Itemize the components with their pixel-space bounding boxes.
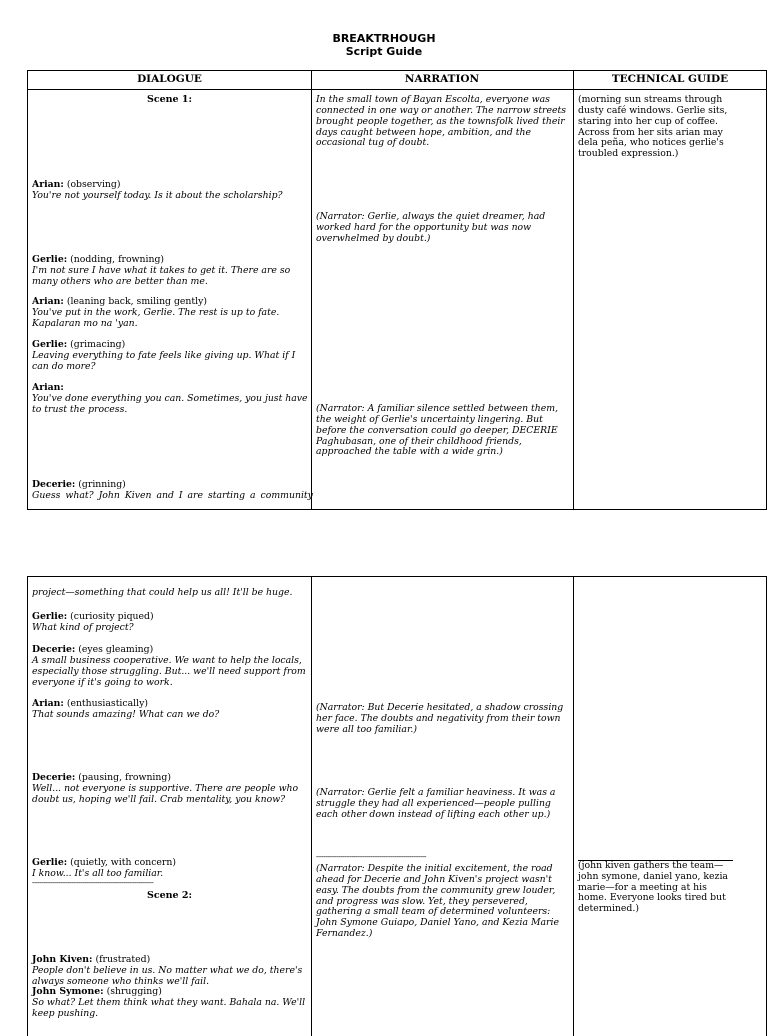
text-line: (Narrator: A familiar silence settled between them, [316,403,559,414]
speaker-name: John Symone: [32,986,104,997]
stage-direction: (grinning) [75,479,126,490]
text-line: home. Everyone looks tired but [578,892,726,903]
speaker-name: Gerlie: [32,339,68,350]
text-line: What kind of project? [32,622,134,633]
stage-direction: (frustrated) [92,954,151,965]
text-line: everyone if it's going to work. [32,677,173,688]
text-line: Well... not everyone is supportive. There are people who [32,783,299,794]
text-line: determined.) [578,903,639,914]
text-line: Paghubasan, one of their childhood friends, [316,436,522,447]
text-line: Kapalaran mo na 'yan. [32,318,138,329]
speaker-name: Arian: [32,296,64,307]
header-technical-guide: TECHNICAL GUIDE [611,73,729,85]
scene-heading: Scene 2: [146,890,193,901]
script-table-page-1 [27,70,767,510]
text-line: always someone who thinks we'll fail. [32,976,210,987]
stage-direction: (enthusiastically) [63,698,148,709]
header-dialogue: DIALOGUE [137,73,202,85]
stage-direction: (curiosity piqued) [67,611,154,622]
text-line: A small business cooperative. We want to help the locals, [32,655,302,666]
stage-direction: (observing) [63,179,121,190]
text-line: You're not yourself today. Is it about the scholarship? [32,190,283,201]
text-line: (morning sun streams through [578,94,723,105]
text-line: marie—for a meeting at his [578,882,707,893]
text-line: john symone, daniel yano, kezia [578,871,728,882]
speaker-name: Gerlie: [32,857,68,868]
text-line: staring into her cup of coffee. [578,116,718,127]
text-line: So what? Let them think what they want. Bahala na. We'll [32,997,306,1008]
text-line: connected in one way or another. The narrow streets [316,105,567,116]
text-line: occasional tug of doubt. [316,137,430,148]
text-line: worked hard for the opportunity but was now [316,222,532,233]
speaker-name: Arian: [32,382,64,393]
speaker-name: Gerlie: [32,254,68,265]
speaker-name: Decerie: [32,644,76,655]
document-title: BREAKTRHOUGH [332,32,436,45]
text-line: Fernandez.) [316,928,373,939]
text-line: were all too familiar.) [316,724,417,735]
text-line: keep pushing. [32,1008,99,1019]
speaker-name: John Kiven: [32,954,93,965]
text-line: to trust the process. [32,404,128,415]
stage-direction: (leaning back, smiling gently) [63,296,207,307]
text-line: gathering a small team of determined volunteers: [316,906,551,917]
speaker-name: Arian: [32,179,64,190]
text-line: dela peña, who notices gerlie's [578,137,724,148]
document-subtitle: Script Guide [345,45,423,58]
stage-direction: (grimacing) [67,339,126,350]
stage-direction: (quietly, with concern) [67,857,176,868]
text-line: before the conversation could go deeper, DECERIE [316,425,558,436]
text-line: struggle they had all experienced—people pulling [316,798,551,809]
text-line: That sounds amazing! What can we do? [32,709,220,720]
text-line: Guess what? John Kiven and I are starting a community [32,490,313,501]
text-line: can do more? [32,361,96,372]
text-line: In the small town of Bayan Escolta, everyone was [316,94,550,105]
narration-divider: ----------------------------------------------------------- [316,853,427,861]
text-line: (Narrator: Gerlie felt a familiar heaviness. It was a [316,787,556,798]
text-line: Across from her sits arian may [578,127,723,138]
text-line: dusty café windows. Gerlie sits, [578,105,728,116]
text-line: and progress was slow. Yet, they persevered, [316,896,528,907]
text-line: John Symone Guiapo, Daniel Yano, and Kezia Marie [316,917,559,928]
stage-direction: (eyes gleaming) [75,644,154,655]
text-line: I know... It's all too familiar. [32,868,164,879]
text-line: (Narrator: But Decerie hesitated, a shadow crossing [316,702,564,713]
text-line: her face. The doubts and negativity from their town [316,713,561,724]
text-line: easy. The doubts from the community grew louder, [316,885,556,896]
speaker-name: Arian: [32,698,64,709]
text-line: many others who are better than me. [32,276,208,287]
text-line: You've put in the work, Gerlie. The rest is up to fate. [32,307,280,318]
text-line: troubled expression.) [578,148,679,159]
script-table-page-2 [27,576,767,1036]
text-line: People don't believe in us. No matter what we do, there's [32,965,303,976]
text-line: (Narrator: Gerlie, always the quiet dreamer, had [316,211,546,222]
header-narration: NARRATION [404,73,480,85]
speaker-name: Decerie: [32,772,76,783]
text-line: You've done everything you can. Sometimes, you just have [32,393,308,404]
text-line: Leaving everything to fate feels like giving up. What if I [32,350,296,361]
text-line: brought people together, as the townsfolk lived their [316,116,565,127]
scene-divider: ----------------------------------------------------------------- [32,879,154,887]
text-line: days caught between hope, ambition, and the [316,127,532,138]
scene-heading: Scene 1: [146,94,193,105]
stage-direction: (shrugging) [103,986,162,997]
speaker-name: Gerlie: [32,611,68,622]
text-line: I'm not sure I have what it takes to get it. There are so [32,265,291,276]
speaker-name: Decerie: [32,479,76,490]
text-line: ahead for Decerie and John Kiven's project wasn't [316,874,552,885]
text-line: especially those struggling. But... we'll need support from [32,666,306,677]
text-line: the weight of Gerlie's uncertainty lingering. But [316,414,543,425]
stage-direction: (pausing, frowning) [75,772,171,783]
text-line: each other down instead of lifting each other up.) [316,809,551,820]
text-line: overwhelmed by doubt.) [316,233,431,244]
stage-direction: (nodding, frowning) [67,254,165,265]
text-line: approached the table with a wide grin.) [316,446,503,457]
text-line: (Narrator: Despite the initial excitement, the road [316,863,553,874]
text-line: (john kiven gathers the team— [578,860,724,871]
dialogue-continuation: project—something that could help us all! It'll be huge. [32,587,293,598]
text-line: doubt us, hoping we'll fail. Crab mentality, you know? [32,794,286,805]
